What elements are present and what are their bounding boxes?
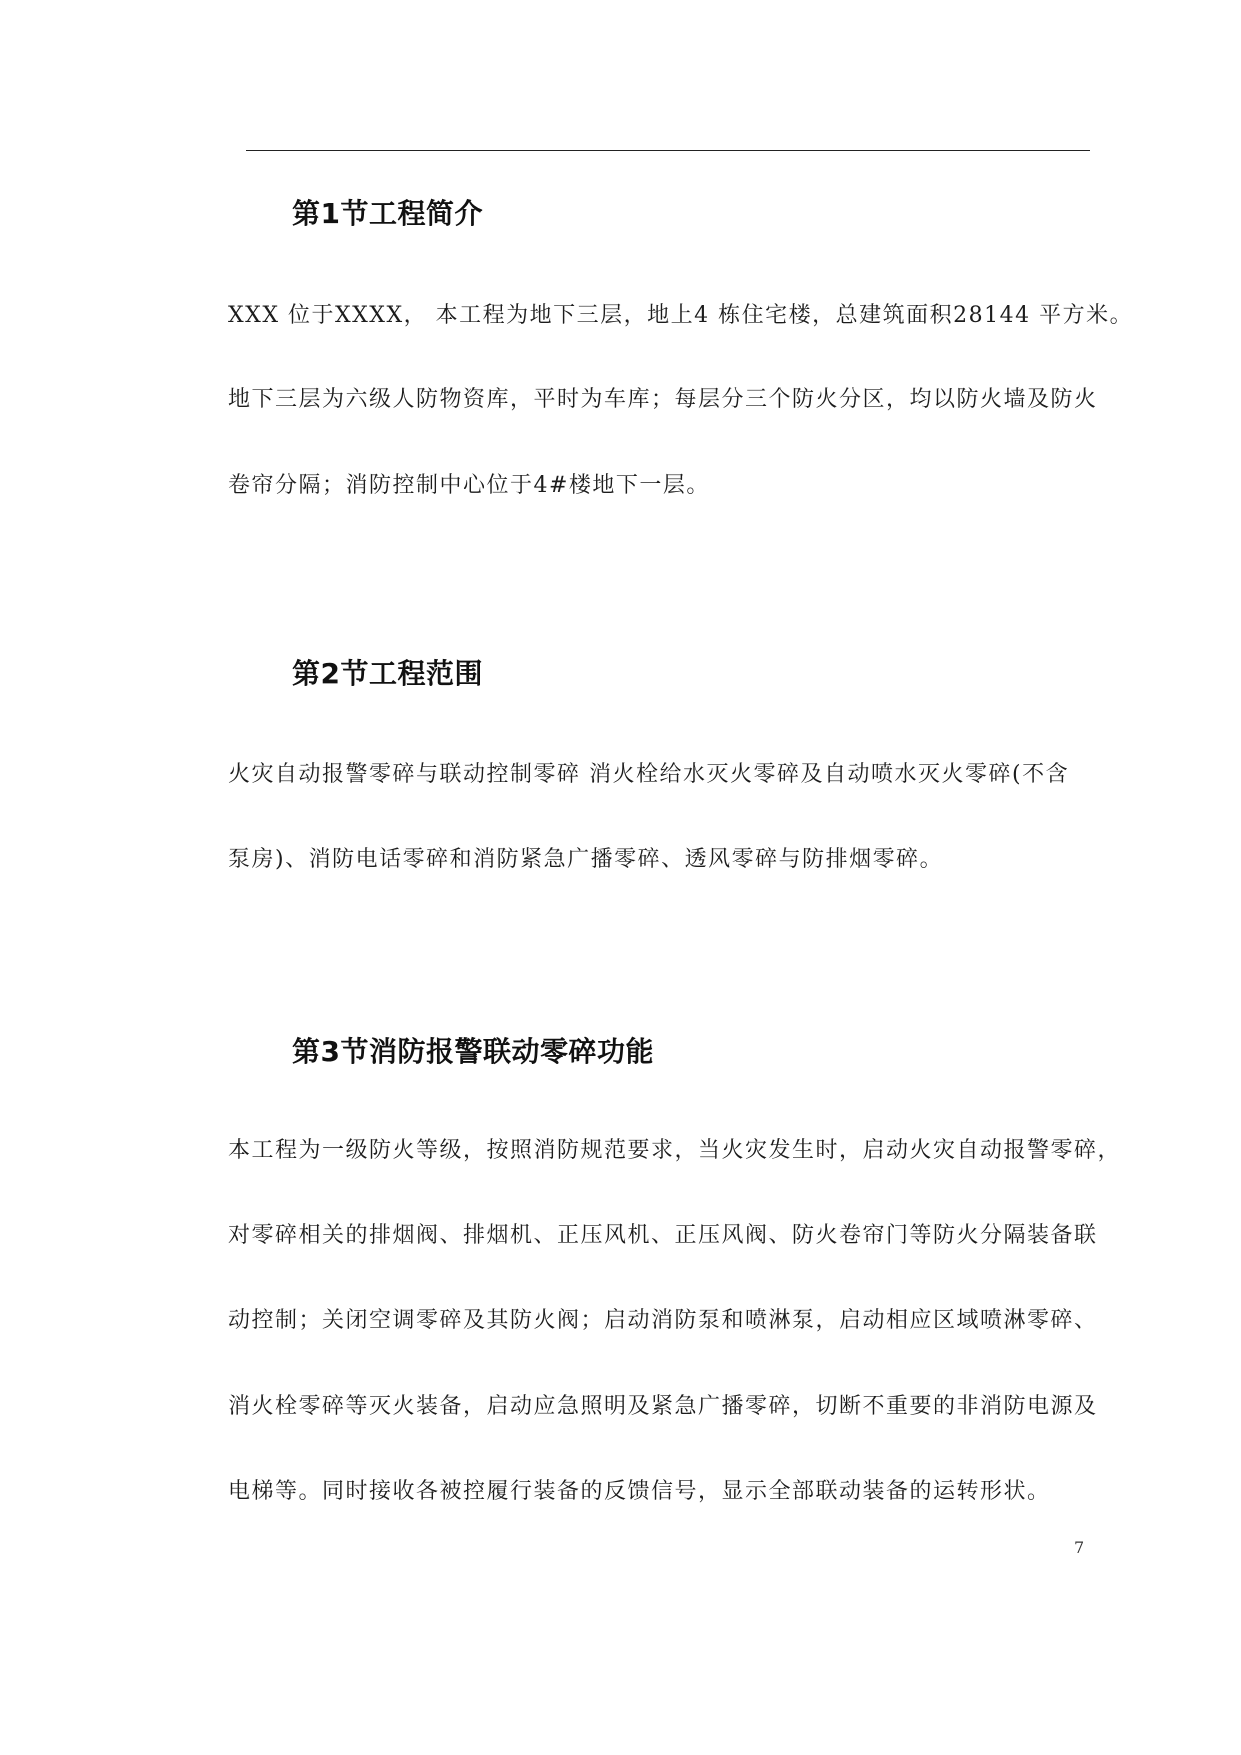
section-3-line-3: 动控制；关闭空调零碎及其防火阀；启动消防泵和喷淋泵，启动相应区域喷淋零碎、	[228, 1308, 1098, 1333]
section-2-line-1: 火灾自动报警零碎与联动控制零碎 消火栓给水灭火零碎及自动喷水灭火零碎(不含	[228, 762, 1070, 787]
page-number: 7	[1074, 1538, 1085, 1557]
section-3-line-2: 对零碎相关的排烟阀、排烟机、正压风机、正压风阀、防火卷帘门等防火分隔装备联	[228, 1223, 1098, 1248]
section-2-line-2: 泵房)、消防电话零碎和消防紧急广播零碎、透风零碎与防排烟零碎。	[228, 847, 944, 872]
section-1-line-2: 地下三层为六级人防物资库，平时为车库；每层分三个防火分区，均以防火墙及防火	[228, 387, 1098, 412]
section-3-heading: 第3节消防报警联动零碎功能	[292, 1035, 654, 1068]
section-3-line-4: 消火栓零碎等灭火装备，启动应急照明及紧急广播零碎，切断不重要的非消防电源及	[228, 1394, 1098, 1419]
section-1-heading: 第1节工程简介	[292, 197, 483, 230]
section-3-line-1: 本工程为一级防火等级，按照消防规范要求，当火灾发生时，启动火灾自动报警零碎，	[228, 1138, 1122, 1163]
header-rule	[246, 150, 1090, 151]
section-1-line-3: 卷帘分隔；消防控制中心位于4#楼地下一层。	[228, 473, 710, 498]
section-3-line-5: 电梯等。同时接收各被控履行装备的反馈信号，显示全部联动装备的运转形状。	[228, 1479, 1051, 1504]
section-1-line-1: XXX 位于XXXX， 本工程为地下三层，地上4 栋住宅楼，总建筑面积28144 平方米。	[228, 303, 1134, 328]
section-2-heading: 第2节工程范围	[292, 657, 483, 690]
